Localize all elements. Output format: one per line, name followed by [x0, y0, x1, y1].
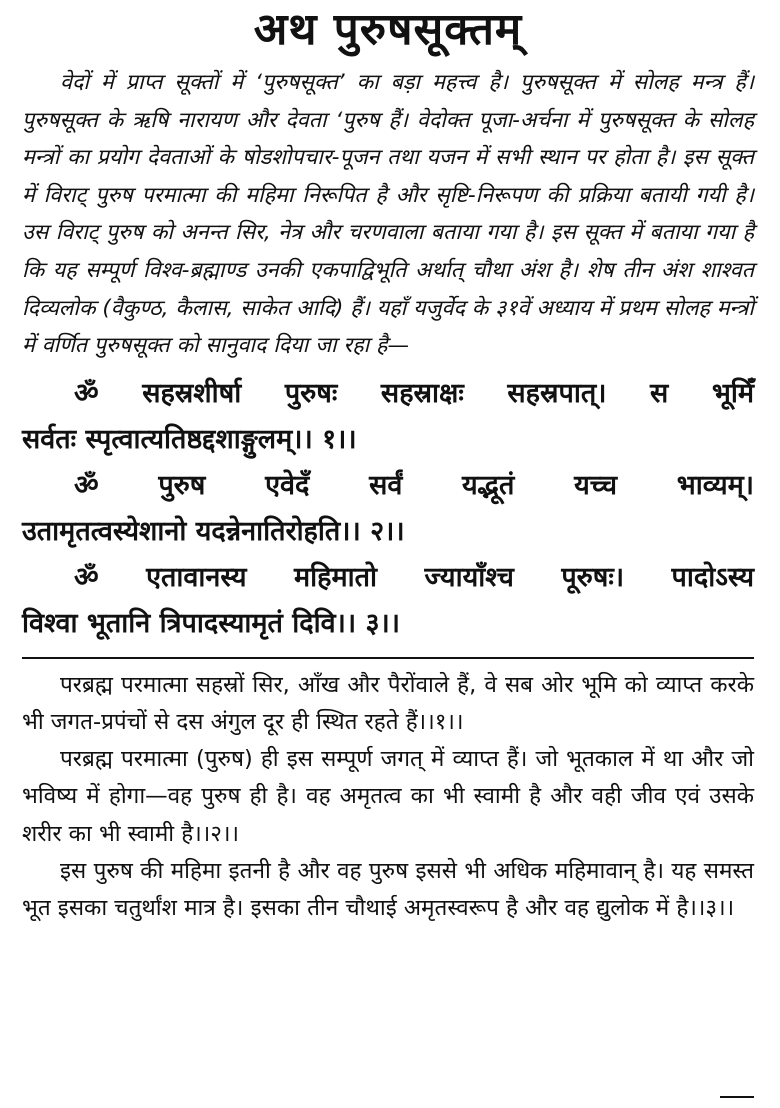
mantra-1 [22, 371, 754, 463]
mantra-1-line-2: सर्वतः स्पृत्वात्यतिष्ठद्दशाङ्गुलम्।। १।। [22, 423, 357, 455]
section-divider [22, 657, 754, 659]
mantra-1-line-1: ॐ सहस्रशीर्षा पुरुषः सहस्राक्षः सहस्रपात्। स भूमिँ [74, 377, 754, 409]
translation-2: परब्रह्म परमात्मा (पुरुष) ही इस सम्पूर्ण जगत् में व्याप्त हैं। जो भूतकाल में था और जो भविष्य में होगा—वह पुरुष ही है। वह अमृतत्व का भी स्वामी है और वही जीव एवं उसके शरीर का भी स्वामी है।।२।। [22, 746, 754, 847]
mantra-2 [22, 463, 754, 555]
translation-3: इस पुरुष की महिमा इतनी है और वह पुरुष इससे भी अधिक महिमावान् है। यह समस्त भूत इसका चतुर्थांश मात्र है। इसका तीन चौथाई अमृतस्वरूप है और वह द्युलोक में है।।३।। [22, 857, 754, 921]
mantra-3-line-1: ॐ एतावानस्य महिमातो ज्यायाँश्च पूरुषः। पादोऽस्य [74, 561, 754, 593]
mantra-2-line-2: उतामृतत्वस्येशानो यदन्नेनातिरोहति।। २।। [22, 515, 405, 547]
translation-block [22, 667, 754, 927]
mantra-3 [22, 555, 754, 647]
intro-paragraph: वेदों में प्राप्त सूक्तों में ‘पुरुषसूक्त’ का बड़ा महत्त्व है। पुरुषसूक्त में सोलह मन्त्र हैं। पुरुषसूक्त के ऋषि नारायण और देवता ‘पुरुष हैं। वेदोक्त पूजा-अर्चना में पुरुषसूक्त के सोलह मन्त्रों का प्रयोग देवताओं के षोडशोपचार-पूजन तथा यजन में सभी स्थान पर होता है। इस सूक्त में विराट् पुरुष परमात्मा की महिमा निरूपित है और सृष्टि-निरूपण की प्रक्रिया बतायी गयी है। उस विराट् पुरुष को अनन्त सिर, नेत्र और चरणवाला बताया गया है। इस सूक्त में बताया गया है कि यह सम्पूर्ण विश्व-ब्रह्माण्ड उनकी एकपाद्विभूति अर्थात् चौथा अंश है। शेष तीन अंश शाश्वत दिव्यलोक (वैकुण्ठ, कैलास, साकेत आदि) हैं। यहाँ यजुर्वेद के ३१वें अध्याय में प्रथम सोलह मन्त्रों में वर्णित पुरुषसूक्त को सानुवाद दिया जा रहा है— [22, 70, 754, 359]
page-end-mark [720, 1096, 754, 1098]
mantra-block [22, 371, 754, 647]
mantra-3-line-2: विश्वा भूतानि त्रिपादस्यामृतं दिवि।। ३।। [22, 607, 400, 639]
translation-1: परब्रह्म परमात्मा सहस्रों सिर, आँख और पैरोंवाले हैं, वे सब ओर भूमि को व्याप्त करके भी जगत-प्रपंचों से दस अंगुल दूर ही स्थित रहते हैं।।१।। [22, 671, 754, 735]
page-title: अथ पुरुषसूक्तम् [253, 4, 523, 55]
mantra-2-line-1: ॐ पुरुष एवेदँ सर्वं यद्भूतं यच्च भाव्यम्। [74, 469, 754, 501]
